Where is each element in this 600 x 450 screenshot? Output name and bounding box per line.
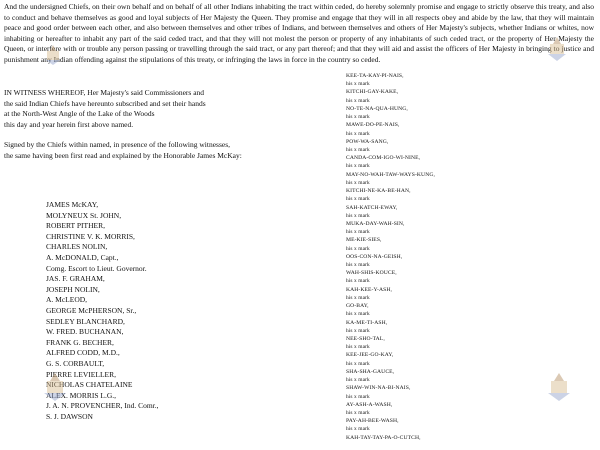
chief-name: KAH-KEE-Y-ASH, (346, 286, 392, 293)
chief-name: KEE-TA-KAY-PI-NAIS, (346, 73, 404, 79)
his-mark-label: his x mark (346, 262, 370, 269)
witness-name: ALEX. MORRIS L.G., (46, 390, 117, 400)
his-mark-label: his x mark (346, 360, 370, 367)
witness-name: W. FRED. BUCHANAN, (46, 327, 124, 337)
witness-line: IN WITNESS WHEREOF, Her Majesty's said Commissioners and (4, 88, 205, 97)
his-mark-label: his x mark (346, 130, 370, 137)
his-mark-label: his x mark (346, 294, 370, 301)
his-mark-label: his x mark (346, 344, 370, 351)
chief-name: POW-WA-SANG, (346, 138, 389, 145)
witness-name: SEDLEY BLANCHARD, (46, 316, 125, 326)
paragraph-body: this treaty, and also to conduct and behave themselves as good and loyal subjects of Her Majesty the Queen. They promise and engage that they will in all respects obey and abide by the law, that they will maintain peace and good order between each other, and also between themselves and other tribes of Indians, and between themselves and others of Her Majesty's subjects, whether Indians or whites, now inhabiting or hereafter to inhabit any part of the said ceded tract, and that they will not molest the person or property of any inhabitants of such ceded tract, or the property of Her Majesty the Queen, or interfere with or trouble any person passing or travelling through the said tract, or any part thereof; and that they will aid and assist the officers of Her Majesty in bringing to justice and punishment any Indian offending against the stipulations of this treaty, or infringing the laws in force in the country so ceded. (4, 2, 594, 64)
his-mark-label: his x mark (346, 114, 370, 121)
chief-name: AY-ASH-A-WASH, (346, 401, 393, 408)
chief-signatures-list (346, 72, 435, 442)
paragraph-first-line: And the undersigned Chiefs, on their own behalf and on behalf of all other Indians inhabiting the tract within ceded, do hereby solemnly promise and engage to strictly observe (4, 2, 534, 11)
his-mark-label: his x mark (346, 97, 370, 104)
his-mark-label: his x mark (346, 163, 370, 170)
witness-line: this day and year herein first above named. (4, 119, 134, 129)
witness-name: NICHOLAS CHATELAINE (46, 380, 133, 390)
his-mark-label: his x mark (346, 146, 370, 153)
his-mark-label: his x mark (346, 393, 370, 400)
chief-name: OOS-CON-NA-GEISH, (346, 253, 403, 260)
watermark-stamp-icon (42, 372, 68, 402)
witness-name: A. McLEOD, (46, 295, 88, 305)
his-mark-label: his x mark (346, 409, 370, 416)
chief-name: MUKA-DAY-WAH-SIN, (346, 220, 405, 227)
witness-name: A. McDONALD, Capt., (46, 252, 119, 262)
chief-name: NEE-SHO-TAL, (346, 336, 385, 342)
his-mark-label: his x mark (346, 179, 370, 186)
his-mark-label: his x mark (346, 327, 370, 334)
chief-name: KA-ME-TI-ASH, (346, 319, 388, 326)
witness-name: MOLYNEUX St. JOHN, (46, 210, 122, 220)
chief-name: SAH-KATCH-EWAY, (346, 204, 398, 211)
witness-name: ALFRED CODD, M.D., (46, 348, 120, 358)
chief-name: KAH-TAY-TAY-PA-O-CUTCH, (346, 434, 421, 441)
chief-name: CANDA-COM-IGO-WI-NINE, (346, 155, 421, 162)
witness-name: ROBERT PITHER, (46, 221, 106, 231)
chief-name: KITCHI-GAY-KAKE, (346, 89, 399, 96)
chief-name: ME-KIE-SIES, (346, 237, 382, 244)
his-mark-label: his x mark (346, 377, 370, 384)
chief-name: WAH-SHIS-KOUCE, (346, 270, 397, 277)
chief-name: SHAW-WIN-NA-BI-NAIS, (346, 385, 411, 392)
witness-name: Comg. Escort to Lieut. Governor. (46, 263, 147, 273)
his-mark-label: his x mark (346, 196, 370, 203)
witness-name: JAMES McKAY, (46, 200, 99, 209)
treaty-paragraph (4, 2, 594, 66)
signed-line: Signed by the Chiefs within named, in presence of the following witnesses, (4, 140, 230, 149)
witness-name: GEORGE McPHERSON, Sr., (46, 305, 137, 315)
chief-name: KEE-JEE-GO-KAY, (346, 352, 394, 359)
witness-line: the said Indian Chiefs have hereunto subscribed and set their hands (4, 98, 206, 108)
witness-name: PIERRE LEVIELLER, (46, 369, 116, 379)
witness-name: CHARLES NOLIN, (46, 242, 108, 252)
witness-name: G. S. CORBAULT, (46, 358, 105, 368)
chief-name: GO-BAY, (346, 303, 369, 310)
his-mark-label: his x mark (346, 212, 370, 219)
signed-line: the same having been first read and explained by the Honorable James McKay: (4, 150, 242, 160)
his-mark-label: his x mark (346, 245, 370, 252)
witness-name: S. J. DAWSON (46, 411, 93, 421)
chief-name: KITCHI-NE-KA-BE-HAN, (346, 188, 411, 195)
chief-name: MAWE-DO-PE-NAIS, (346, 122, 400, 129)
chief-name: NO-TE-NA-QUA-HUNG, (346, 105, 408, 112)
chief-name: SHA-SHA-GAUCE, (346, 368, 395, 375)
witness-whereof-block (4, 88, 206, 130)
witness-name: FRANK G. BECHER, (46, 337, 114, 347)
his-mark-label: his x mark (346, 81, 370, 88)
watermark-stamp-icon (44, 44, 62, 66)
witness-name: J. A. N. PROVENCHER, Ind. Comr., (46, 401, 159, 411)
chief-name: MAY-NO-WAH-TAW-WAYS-KUNG, (346, 171, 435, 178)
witness-name: CHRISTINE V. K. MORRIS, (46, 231, 135, 241)
chief-name: PAY-AH-BEE-WASH, (346, 418, 399, 425)
witness-name: JOSEPH NOLIN, (46, 284, 100, 294)
watermark-stamp-icon (546, 372, 572, 402)
signed-statement (4, 140, 242, 161)
witness-name: JAS. F. GRAHAM, (46, 274, 105, 284)
his-mark-label: his x mark (346, 229, 370, 236)
his-mark-label: his x mark (346, 278, 370, 285)
his-mark-label: his x mark (346, 311, 370, 318)
watermark-stamp-icon (546, 36, 568, 62)
his-mark-label: his x mark (346, 426, 370, 433)
witness-line: at the North-West Angle of the Lake of the Woods (4, 109, 155, 119)
